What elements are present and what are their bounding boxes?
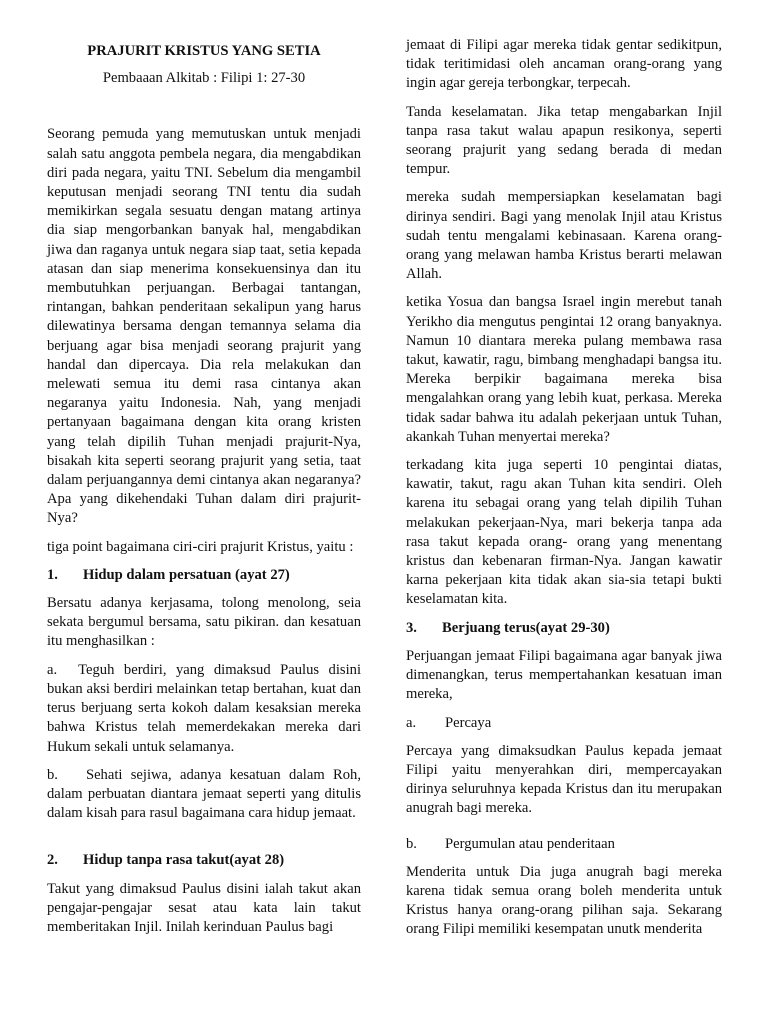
section-heading-3	[406, 619, 722, 638]
suffering-paragraph: Menderita untuk Dia juga anugrah bagi mereka karena tidak semua orang boleh menderita untuk Kristus hanya orang-orang pilihan saja. Sekarang orang Filipi memiliki kesempatan unutk menderita	[406, 863, 722, 938]
point-letter: b.	[47, 766, 58, 783]
section-title: Hidup dalam persatuan (ayat 27)	[83, 566, 290, 583]
unity-paragraph: Bersatu adanya kerjasama, tolong menolong, seia sekata bergumul bersama, satu pikiran. dan kesatuan itu menghasilkan :	[47, 595, 361, 650]
point-b-paragraph	[47, 766, 361, 824]
point-text: Sehati sejiwa, adanya kesatuan dalam Roh, dalam perbuatan diantara jemaat seperti yang ditulis dalam kisah para rasul bagaimana cara hidup jemaat.	[47, 766, 361, 822]
salvation-sign-paragraph: Tanda keselamatan. Jika tetap mengabarkan Injil tanpa rasa takut walau apapun resikonya, seperti seorang prajurit yang sedang berada di medan tempur.	[406, 103, 722, 178]
point-letter: a.	[47, 661, 58, 678]
fear-paragraph: Takut yang dimaksud Paulus disini ialah takut akan pengajar-pengajar sesat atau kata lain takut memberitakan Injil. Inilah kerinduan Paulus bagi	[47, 880, 361, 935]
sometimes-paragraph: terkadang kita juga seperti 10 pengintai diatas, kawatir, takut, ragu akan Tuhan kita sendiri. Oleh karena itu sebagai orang yang telah dipilih Tuhan melakukan pekerjaan-Nya, mari bekerja tanpa ada rasa takut kepada orang- orang yang menentang kristus dan kebenaran firman-Nya. Jangan kawatir karna pekerjaan kita tidak akan sia-sia tetapi bukti keselamatan kita.	[406, 457, 722, 608]
intro-paragraph: Seorang pemuda yang memutuskan untuk menjadi salah satu anggota pembela negara, dia mengabdikan diri pada negara, yaitu TNI. Sebelum dia mengambil keputusan menjadi seorang TNI tentu dia sudah memikirkan segala sesuatu dengan matang artinya dia siap mengorbankan banyak hal, mengabdikan jiwa dan raganya untuk negara siap taat, setia kepada atasan dan siap menerima konsekuensinya dan itu membutuhkan perjuangan. Berbagai tantangan, rintangan, bahkan penderitaan sekalipun yang harus dilewatinya bersama dengan temannya selama dia berjuang agar bisa menjadi seorang prajurit yang handal dan dipercaya. Dia rela melakukan dan melewati semua itu demi rasa cintanya akan negaranya yaitu Indonesia. Nah, yang menjadi pertanyaan bagaimana dengan kita orang kristen yang telah dipilih Tuhan menjadi prajurit-Nya, bisakah kita seperti seorang prajurit yang setia, taat dalam perjuangannya demi cintanya akan negaranya? Apa yang dikehendaki Tuhan dalam diri prajurit-Nya?	[47, 126, 361, 527]
point-letter: b.	[406, 835, 417, 852]
document-title: PRAJURIT KRISTUS YANG SETIA	[87, 43, 321, 59]
point-b-heading	[406, 835, 722, 854]
right-column	[406, 36, 722, 949]
section-number: 2.	[47, 852, 58, 869]
point-a-heading	[406, 714, 722, 733]
point-a-paragraph	[47, 661, 361, 757]
left-column	[47, 36, 361, 946]
section-title: Berjuang terus(ayat 29-30)	[442, 619, 610, 636]
section-heading-2	[47, 851, 361, 870]
scripture-reading: Pembaaan Alkitab : Filipi 1: 27-30	[102, 70, 306, 87]
point-letter: a.	[406, 714, 417, 731]
section-number: 1.	[47, 566, 58, 583]
struggle-paragraph: Perjuangan jemaat Filipi bagaimana agar banyak jiwa dimenangkan, terus mempertahankan kesatuan iman mereka,	[406, 647, 722, 703]
prepared-paragraph: mereka sudah mempersiapkan keselamatan bagi dirinya sendiri. Bagi yang menolak Injil atau Kristus sudah tentu mengalami kebinasaan. Karena orang-orang yang melawan hamba Kristus berarti melawan Allah.	[406, 189, 722, 283]
point-text: Teguh berdiri, yang dimaksud Paulus disini bukan aksi berdiri melainkan tetap bertahan, kuat dan terus berjuang serta kokoh dalam kesaksian mereka bahwa Kristus telah memerdekakan mereka dari Hukum sekali untuk selamanya.	[47, 661, 361, 755]
section-number: 3.	[406, 619, 417, 636]
belief-paragraph: Percaya yang dimaksudkan Paulus kepada jemaat Filipi yaitu menyerahkan diri, mempercayakan dirinya seluruhnya kepada Kristus dan itu merupakan anugrah bagi mereka.	[406, 742, 722, 817]
point-text: Pergumulan atau penderitaan	[445, 835, 615, 852]
continued-paragraph: jemaat di Filipi agar mereka tidak gentar sedikitpun, tidak teritimidasi oleh ancaman orang-orang yang ingin agar gereja terbongkar, terpecah.	[406, 37, 722, 92]
section-heading-1	[47, 566, 361, 585]
joshua-paragraph: ketika Yosua dan bangsa Israel ingin merebut tanah Yerikho dia mengutus pengintai 12 orang banyaknya. Namun 10 diantara mereka pulang membawa rasa takut, kawatir, ragu, bimbang menghadapi bangsa itu. Mereka berpikir bagaimana mereka bisa mengalahkan orang yang lebih kuat, perkasa. Mereka tidak sadar bahwa itu adalah pekerjaan untuk Tuhan, akankah Tuhan menyertai mereka?	[406, 294, 722, 445]
point-text: Percaya	[445, 714, 492, 731]
section-title: Hidup tanpa rasa takut(ayat 28)	[83, 852, 285, 869]
three-points-paragraph: tiga point bagaimana ciri-ciri prajurit Kristus, yaitu :	[47, 538, 354, 555]
